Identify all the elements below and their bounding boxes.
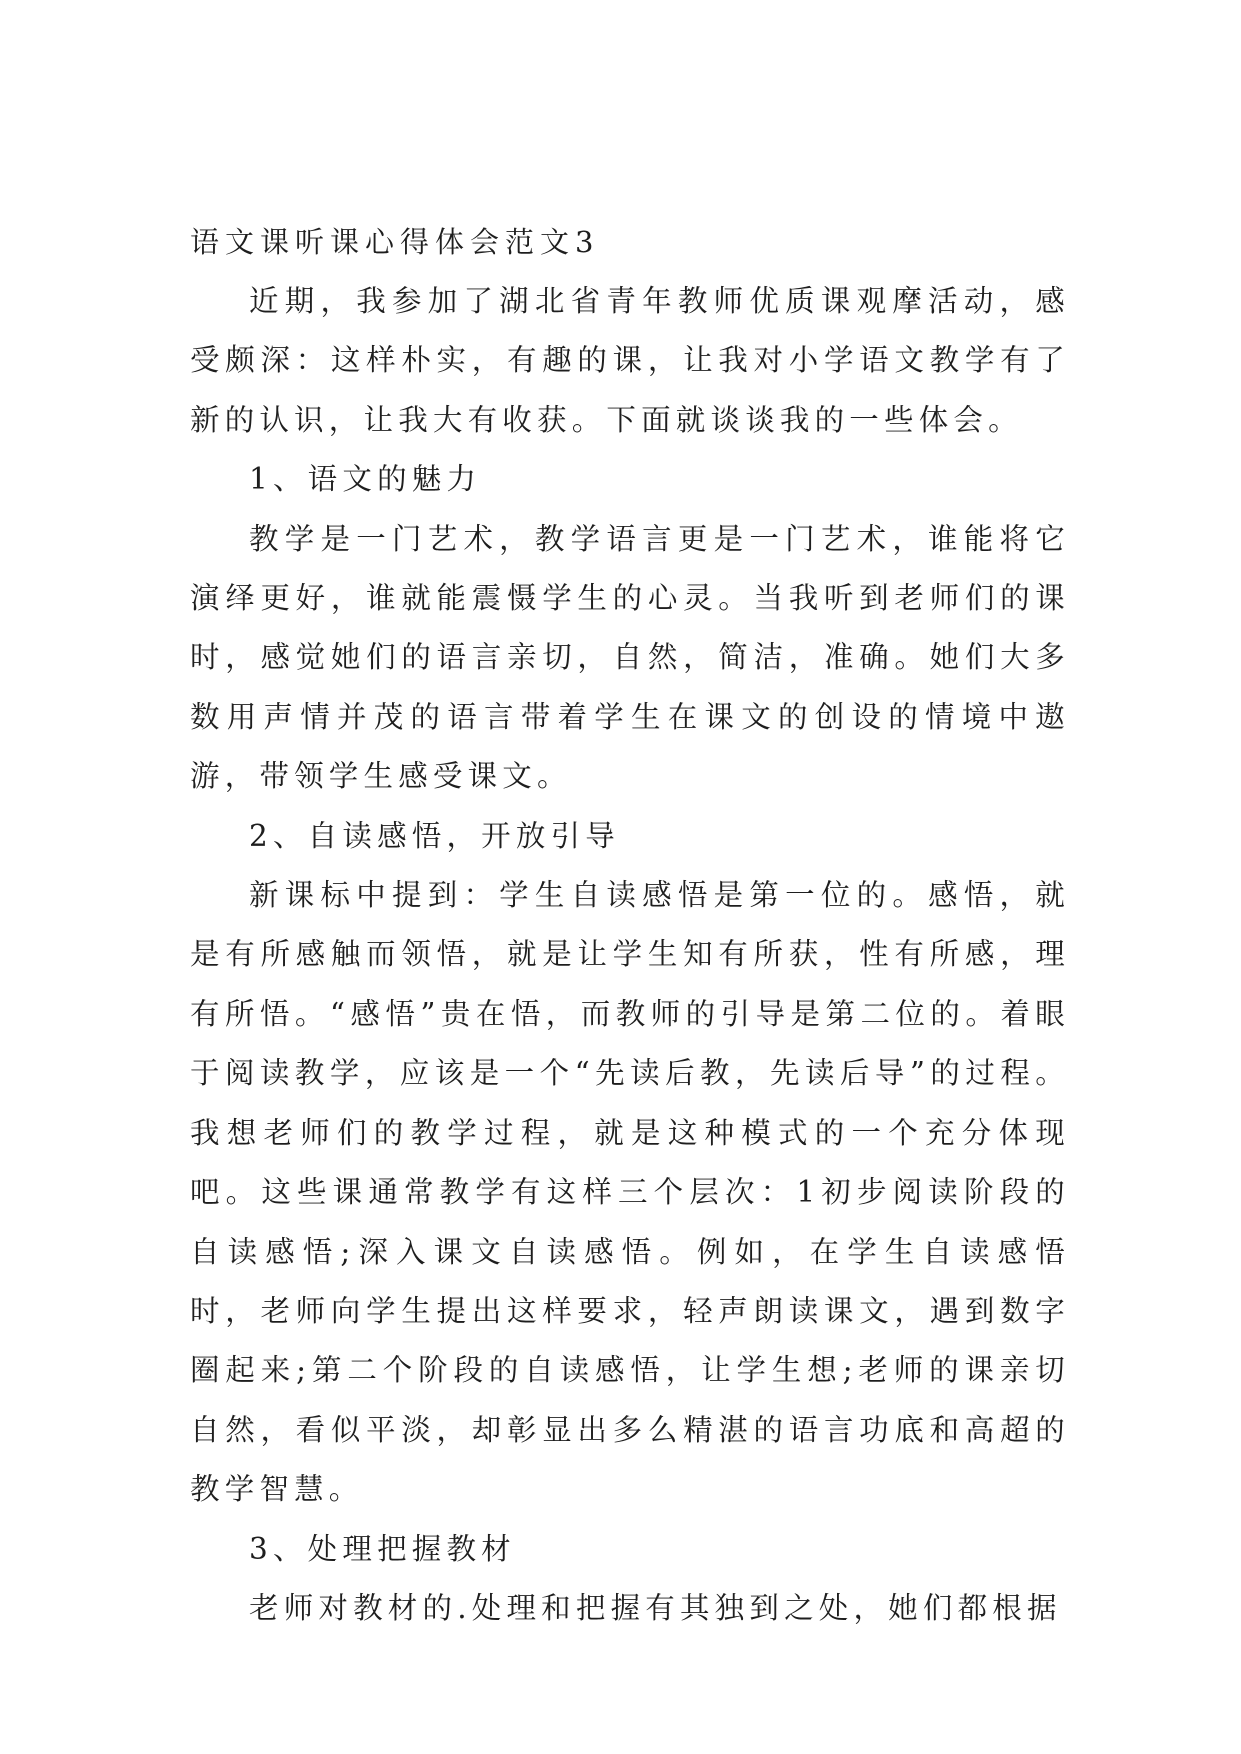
paragraph-intro: 近期，我参加了湖北省青年教师优质课观摩活动，感受颇深：这样朴实，有趣的课，让我对小学语文教学有了新的认识，让我大有收获。下面就谈谈我的一些体会。 [190, 284, 1070, 437]
document-body [190, 272, 1070, 1638]
document-title: 语文课听课心得体会范文3 [190, 225, 600, 259]
paragraph-section-3: 老师对教材的.处理和把握有其独到之处，她们都根据 [249, 1590, 1062, 1625]
section-heading-3: 3、处理把握教材 [249, 1531, 516, 1566]
section-heading-1: 1、语文的魅力 [249, 462, 482, 497]
section-heading-2: 2、自读感悟，开放引导 [249, 818, 620, 853]
paragraph-section-2: 新课标中提到：学生自读感悟是第一位的。感悟，就是有所感触而领悟，就是让学生知有所获，性有所感，理有所悟。“感悟”贵在悟，而教师的引导是第二位的。着眼于阅读教学，应该是一个“先读后教，先读后导”的过程。我想老师们的教学过程，就是这种模式的一个充分体现吧。这些课通常教学有这样三个层次：1初步阅读阶段的自读感悟;深入课文自读感悟。例如，在学生自读感悟时，老师向学生提出这样要求，轻声朗读课文，遇到数字圈起来;第二个阶段的自读感悟，让学生想;老师的课亲切自然，看似平淡，却彰显出多么精湛的语言功底和高超的教学智慧。 [190, 878, 1070, 1507]
paragraph-section-1: 教学是一门艺术，教学语言更是一门艺术，谁能将它演绎更好，谁就能震慑学生的心灵。当我听到老师们的课时，感觉她们的语言亲切，自然，简洁，准确。她们大多数用声情并茂的语言带着学生在课文的创设的情境中遨游，带领学生感受课文。 [190, 521, 1070, 794]
